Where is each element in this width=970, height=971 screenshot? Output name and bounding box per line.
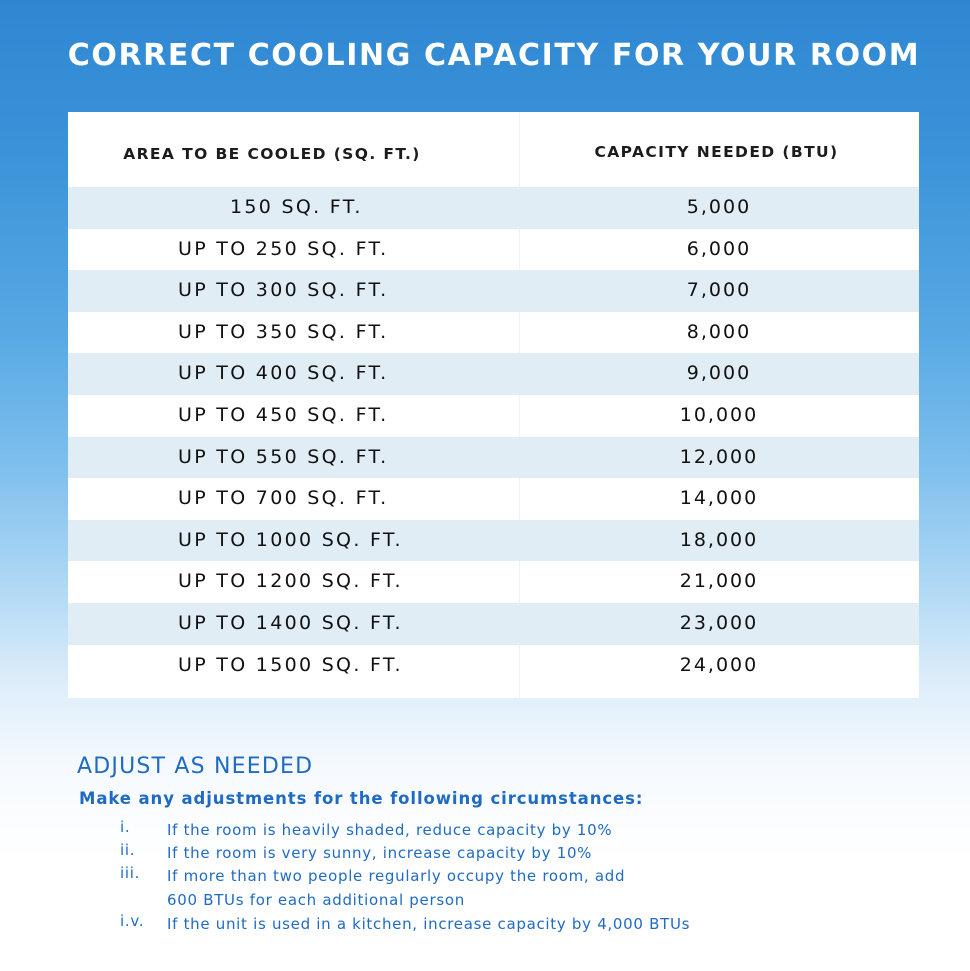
table-row	[68, 229, 919, 271]
area-cell: UP TO 300 SQ. FT.	[178, 279, 389, 302]
table-row	[68, 437, 919, 479]
capacity-cell: 5,000	[686, 196, 752, 218]
area-cell: UP TO 1200 SQ. FT.	[178, 570, 403, 593]
list-item	[0, 864, 970, 912]
list-item-text: If the unit is used in a kitchen, increase capacity by 4,000 BTUs	[167, 915, 691, 933]
area-cell: UP TO 1400 SQ. FT.	[178, 611, 403, 634]
capacity-cell: 9,000	[686, 362, 752, 385]
list-item	[0, 912, 970, 935]
table-row	[68, 312, 919, 354]
list-item-text: If the room is very sunny, increase capacity by 10%	[167, 844, 593, 862]
area-cell: UP TO 250 SQ. FT.	[178, 237, 389, 260]
capacity-cell: 23,000	[679, 611, 759, 634]
adjust-heading: ADJUST AS NEEDED	[77, 754, 314, 779]
list-item-number: i.	[120, 818, 131, 836]
area-cell: UP TO 700 SQ. FT.	[178, 487, 389, 510]
header-capacity: CAPACITY NEEDED (BTU)	[594, 143, 839, 161]
capacity-cell: 8,000	[686, 320, 752, 343]
table-row	[68, 187, 919, 229]
capacity-cell: 7,000	[686, 279, 752, 302]
capacity-cell: 21,000	[679, 570, 759, 593]
table-body	[68, 187, 919, 686]
table-row	[68, 520, 919, 562]
area-cell: 150 SQ. FT.	[230, 196, 363, 218]
adjust-subheading: Make any adjustments for the following circumstances:	[79, 789, 644, 808]
capacity-cell: 14,000	[679, 487, 759, 510]
area-cell: UP TO 400 SQ. FT.	[178, 362, 389, 385]
list-item	[0, 818, 970, 841]
adjustment-list	[0, 818, 970, 935]
list-item	[0, 841, 970, 864]
list-item-text: If the room is heavily shaded, reduce capacity by 10%	[167, 821, 613, 839]
capacity-cell: 12,000	[679, 445, 759, 468]
table-row	[68, 645, 919, 687]
area-cell: UP TO 1500 SQ. FT.	[178, 653, 403, 676]
capacity-cell: 18,000	[679, 528, 759, 551]
capacity-cell: 6,000	[686, 237, 752, 260]
table-row	[68, 395, 919, 437]
header-area: AREA TO BE COOLED (SQ. FT.)	[123, 145, 421, 163]
capacity-cell: 10,000	[679, 403, 759, 426]
list-item-text: If more than two people regularly occupy the room, add 600 BTUs for each additional person	[167, 867, 626, 909]
table-row	[68, 270, 919, 312]
table-row	[68, 353, 919, 395]
area-cell: UP TO 450 SQ. FT.	[178, 403, 389, 426]
table-row	[68, 561, 919, 603]
list-item-number: i.v.	[120, 912, 145, 930]
area-cell: UP TO 550 SQ. FT.	[178, 445, 389, 468]
page-title: CORRECT COOLING CAPACITY FOR YOUR ROOM	[67, 38, 921, 73]
area-cell: UP TO 1000 SQ. FT.	[178, 528, 403, 551]
list-item-number: ii.	[120, 841, 136, 859]
table-row	[68, 478, 919, 520]
list-item-number: iii.	[120, 864, 141, 882]
area-cell: UP TO 350 SQ. FT.	[178, 320, 389, 343]
table-header-row	[68, 112, 919, 186]
capacity-cell: 24,000	[679, 653, 759, 676]
table-row	[68, 603, 919, 645]
cooling-capacity-table	[68, 112, 919, 698]
